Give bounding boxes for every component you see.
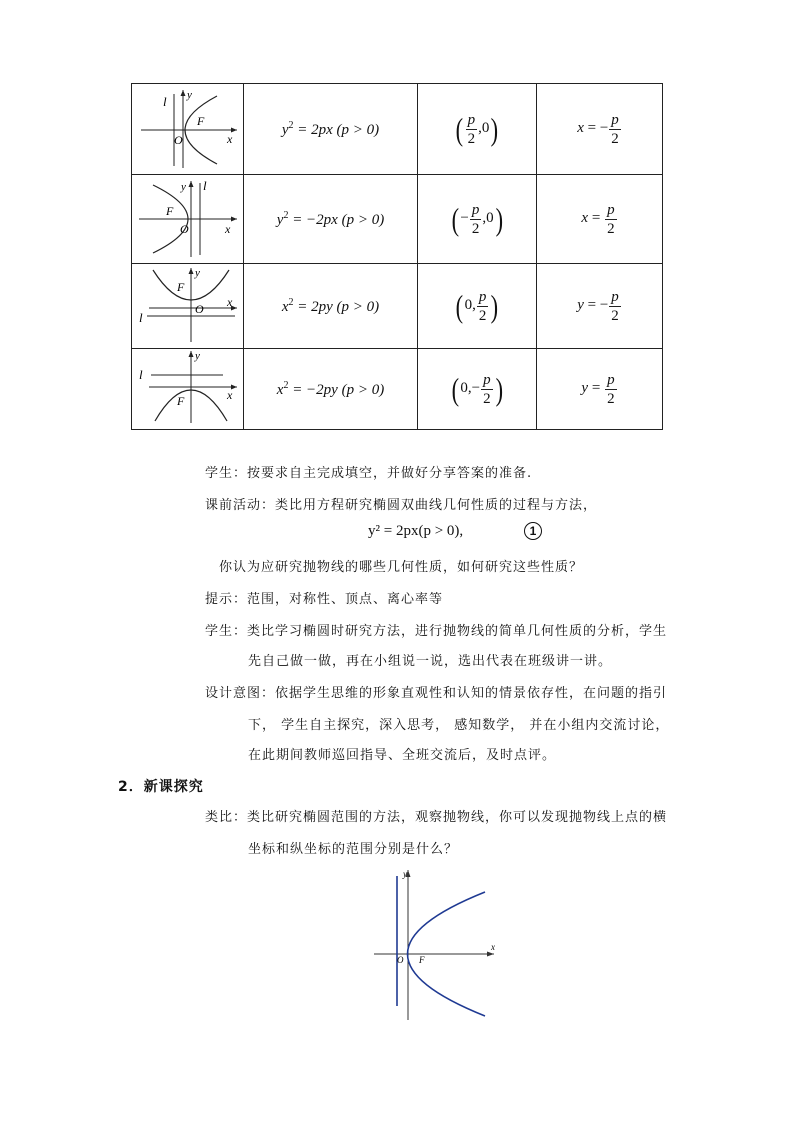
directrix-cell: y = − $\frac{p}{2}$	[537, 264, 663, 349]
x-axis-label: x	[226, 295, 232, 309]
section-heading: 2．新课探究	[118, 779, 204, 795]
focus-label: F	[419, 955, 425, 965]
design-intent-text-end: 在此期间教师巡回指导、全班交流后，及时点评。	[248, 748, 557, 763]
focus-cell: ( 0, $\frac{p}{2}$ )	[418, 264, 537, 349]
graph-cell	[132, 349, 244, 430]
design-intent-text-cont: 下， 学生自主探究，深入思考， 感知数学， 并在小组内交流讨论，	[248, 718, 670, 733]
x-axis-label: x	[491, 942, 495, 952]
question-text: 你认为应研究抛物线的哪些几何性质，如何研究这些性质？	[219, 560, 584, 575]
directrix-label: l	[138, 367, 143, 382]
y-axis-label: y	[194, 267, 200, 279]
origin-label: O	[179, 222, 189, 236]
table-row	[132, 84, 663, 175]
table-row	[132, 349, 663, 430]
focus-label: F	[165, 204, 173, 218]
y-axis-label: y	[403, 869, 407, 879]
origin-label: O	[397, 955, 404, 965]
hint-text: 提示：范围，对称性、顶点、离心率等	[205, 592, 444, 607]
directrix-label: l	[202, 178, 207, 193]
focus-label: F	[196, 114, 204, 128]
student-response-text: 学生：按要求自主完成填空，并做好分享答案的准备.	[205, 466, 533, 481]
parabola-figure	[370, 866, 502, 1022]
student-analysis-text: 学生：类比学习椭圆时研究方法，进行抛物线的简单几何性质的分析，学生	[205, 624, 668, 639]
parabola-graph-left	[133, 175, 243, 259]
analogy-text-cont: 坐标和纵坐标的范围分别是什么？	[248, 842, 459, 857]
parabola-graph-right	[133, 84, 243, 170]
origin-label: O	[173, 133, 183, 147]
y-axis-label: y	[194, 350, 200, 362]
x-axis-label: x	[226, 388, 232, 402]
parabola-graph-up	[133, 264, 243, 344]
y-axis-label: y	[180, 181, 186, 193]
focus-cell: ( 0,− $\frac{p}{2}$ )	[418, 349, 537, 430]
table-row	[132, 175, 663, 264]
equation-cell: $y^2 = 2px$ (p > 0)	[244, 84, 418, 175]
table-row	[132, 264, 663, 349]
x-axis-label: x	[224, 222, 230, 236]
y-axis-label: y	[186, 89, 192, 101]
analogy-text: 类比：类比研究椭圆范围的方法，观察抛物线，你可以发现抛物线上点的横	[205, 810, 668, 825]
design-intent-text: 设计意图：依据学生思维的形象直观性和认知的情景依存性，在问题的指引	[205, 686, 668, 701]
pre-activity-text: 课前活动：类比用方程研究椭圆双曲线几何性质的过程与方法，	[205, 498, 598, 513]
directrix-cell: x = $\frac{p}{2}$	[537, 175, 663, 264]
x-axis-label: x	[226, 132, 232, 146]
parabola-table	[131, 83, 663, 430]
focus-cell: ( $\frac{p}{2}$ ,0)	[418, 84, 537, 175]
equation-cell: $x^2 = -2py$ (p > 0)	[244, 349, 418, 430]
parabola-graph-down	[133, 349, 243, 425]
student-analysis-text-cont: 先自己做一做，再在小组说一说，选出代表在班级讲一讲。	[248, 654, 613, 669]
focus-cell: ( − $\frac{p}{2}$ ,0)	[418, 175, 537, 264]
graph-cell	[132, 84, 244, 175]
directrix-label: l	[138, 310, 143, 325]
equation-cell: $y^2 = -2px$ (p > 0)	[244, 175, 418, 264]
directrix-cell: x = − $\frac{p}{2}$	[537, 84, 663, 175]
equation-cell: $x^2 = 2py$ (p > 0)	[244, 264, 418, 349]
focus-label: F	[176, 280, 184, 294]
directrix-label: l	[162, 94, 167, 109]
graph-cell	[132, 264, 244, 349]
origin-label: O	[194, 302, 204, 316]
directrix-cell: y = $\frac{p}{2}$	[537, 349, 663, 430]
focus-label: F	[176, 394, 184, 408]
formula: y² = 2px(p > 0),	[368, 523, 464, 539]
circled-number: 1	[524, 522, 542, 540]
graph-cell	[132, 175, 244, 264]
